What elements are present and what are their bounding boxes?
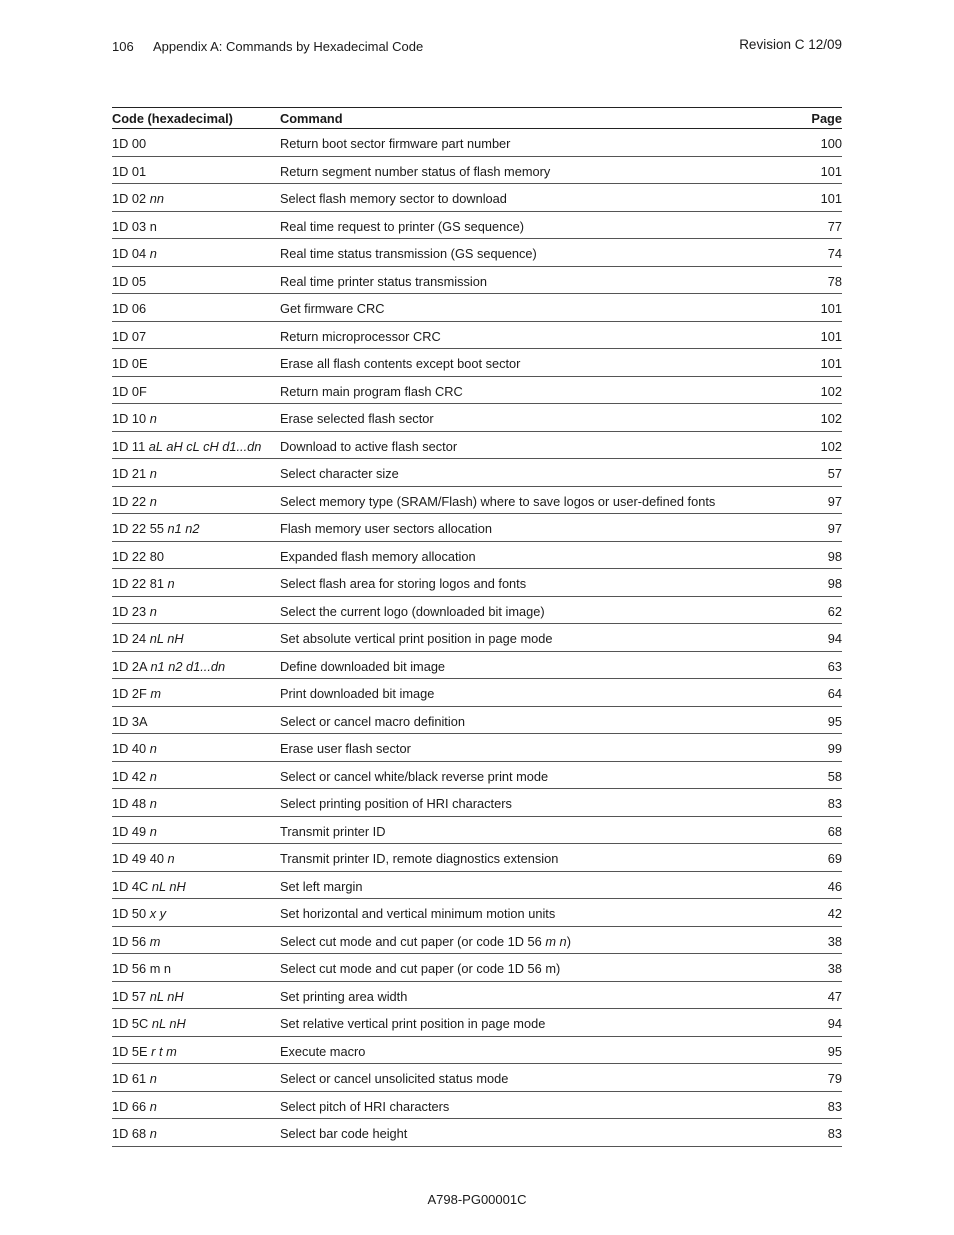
code-value: 1D 03 n bbox=[112, 218, 157, 234]
code-parameters: nn bbox=[149, 191, 164, 207]
code-cell bbox=[112, 1123, 280, 1141]
code-cell bbox=[112, 793, 280, 811]
table-row bbox=[112, 157, 842, 185]
table-row bbox=[112, 762, 842, 790]
page-cell: 62 bbox=[827, 603, 842, 619]
command-cell bbox=[280, 1123, 782, 1141]
command-cell bbox=[280, 573, 782, 591]
code-value: 1D 23 bbox=[112, 603, 147, 619]
code-value: 1D 22 81 bbox=[112, 576, 164, 592]
code-cell bbox=[112, 683, 280, 701]
code-cell bbox=[112, 931, 280, 949]
command-text: Select printing position of HRI characters bbox=[280, 796, 512, 812]
command-cell bbox=[280, 436, 782, 454]
code-value: 1D 49 40 bbox=[112, 851, 164, 867]
table-row bbox=[112, 349, 842, 377]
command-cell bbox=[280, 188, 782, 206]
code-cell bbox=[112, 1041, 280, 1059]
table-row bbox=[112, 927, 842, 955]
code-cell bbox=[112, 986, 280, 1004]
code-parameters: nL nH bbox=[149, 631, 184, 647]
code-value: 1D 40 bbox=[112, 741, 147, 757]
code-parameters: n bbox=[149, 1071, 157, 1087]
table-row bbox=[112, 899, 842, 927]
page-cell: 98 bbox=[827, 548, 842, 564]
command-text: Execute macro bbox=[280, 1043, 366, 1059]
code-value: 1D 4C bbox=[112, 878, 149, 894]
command-text: Define downloaded bit image bbox=[280, 658, 446, 674]
code-cell bbox=[112, 876, 280, 894]
code-cell bbox=[112, 436, 280, 454]
page-cell: 63 bbox=[827, 658, 842, 674]
table-row bbox=[112, 707, 842, 735]
page-cell: 42 bbox=[827, 906, 842, 922]
command-cell bbox=[280, 133, 782, 151]
page-cell: 97 bbox=[827, 493, 842, 509]
code-cell bbox=[112, 518, 280, 536]
page-cell: 69 bbox=[827, 851, 842, 867]
table-body bbox=[112, 129, 842, 1147]
page-cell: 101 bbox=[820, 301, 842, 317]
table-row bbox=[112, 432, 842, 460]
table-row bbox=[112, 624, 842, 652]
table-header bbox=[112, 108, 842, 129]
page-cell: 101 bbox=[820, 163, 842, 179]
code-parameters: n bbox=[149, 411, 157, 427]
table-row bbox=[112, 982, 842, 1010]
command-text: Select cut mode and cut paper (or code 1D 56 m) bbox=[280, 961, 561, 977]
command-text: Flash memory user sectors allocation bbox=[280, 521, 492, 537]
code-cell bbox=[112, 711, 280, 729]
code-parameters: r t m bbox=[151, 1043, 177, 1059]
code-cell bbox=[112, 216, 280, 234]
code-value: 1D 00 bbox=[112, 136, 147, 152]
command-text: Select bar code height bbox=[280, 1126, 408, 1142]
table-row bbox=[112, 1064, 842, 1092]
code-cell bbox=[112, 573, 280, 591]
command-cell bbox=[280, 381, 782, 399]
command-cell bbox=[280, 986, 782, 1004]
command-text: Select or cancel white/black reverse print mode bbox=[280, 768, 549, 784]
page-cell: 94 bbox=[827, 1016, 842, 1032]
table-row bbox=[112, 377, 842, 405]
command-cell bbox=[280, 271, 782, 289]
code-parameters: n bbox=[149, 493, 157, 509]
code-value: 1D 0F bbox=[112, 383, 147, 399]
code-cell bbox=[112, 408, 280, 426]
command-text: Select memory type (SRAM/Flash) where to save logos or user-defined fonts bbox=[280, 493, 716, 509]
command-text: Real time status transmission (GS sequence) bbox=[280, 246, 537, 262]
table-row bbox=[112, 569, 842, 597]
code-parameters: n1 n2 d1...dn bbox=[150, 658, 226, 674]
code-cell bbox=[112, 848, 280, 866]
command-cell bbox=[280, 518, 782, 536]
table-row bbox=[112, 322, 842, 350]
code-value: 1D 48 bbox=[112, 796, 147, 812]
code-parameters: n bbox=[149, 246, 157, 262]
code-value: 1D 66 bbox=[112, 1098, 147, 1114]
command-text: Transmit printer ID bbox=[280, 823, 386, 839]
code-value: 1D 22 bbox=[112, 493, 147, 509]
table-row bbox=[112, 184, 842, 212]
code-cell bbox=[112, 271, 280, 289]
table-row bbox=[112, 542, 842, 570]
command-cell bbox=[280, 931, 782, 949]
table-row bbox=[112, 734, 842, 762]
code-cell bbox=[112, 353, 280, 371]
command-cell bbox=[280, 161, 782, 179]
page-cell: 78 bbox=[827, 273, 842, 289]
table-row bbox=[112, 872, 842, 900]
code-cell bbox=[112, 738, 280, 756]
code-parameters: n bbox=[149, 768, 157, 784]
command-cell bbox=[280, 848, 782, 866]
command-text: Transmit printer ID, remote diagnostics extension bbox=[280, 851, 559, 867]
command-cell bbox=[280, 353, 782, 371]
page-cell: 100 bbox=[820, 136, 842, 152]
command-text: Set relative vertical print position in page mode bbox=[280, 1016, 546, 1032]
command-text: Set horizontal and vertical minimum motion units bbox=[280, 906, 556, 922]
command-text: Return boot sector firmware part number bbox=[280, 136, 511, 152]
code-cell bbox=[112, 298, 280, 316]
table-row bbox=[112, 597, 842, 625]
code-cell bbox=[112, 1068, 280, 1086]
command-tail: ) bbox=[566, 933, 571, 949]
code-value: 1D 02 bbox=[112, 191, 147, 207]
code-value: 1D 49 bbox=[112, 823, 147, 839]
column-header-command: Command bbox=[280, 110, 343, 126]
command-cell bbox=[280, 546, 782, 564]
code-value: 1D 24 bbox=[112, 631, 147, 647]
command-text: Select flash area for storing logos and fonts bbox=[280, 576, 527, 592]
code-cell bbox=[112, 656, 280, 674]
command-text: Set absolute vertical print position in page mode bbox=[280, 631, 553, 647]
table-row bbox=[112, 789, 842, 817]
code-cell bbox=[112, 628, 280, 646]
page-cell: 79 bbox=[827, 1071, 842, 1087]
code-value: 1D 04 bbox=[112, 246, 147, 262]
command-cell bbox=[280, 711, 782, 729]
code-value: 1D 2F bbox=[112, 686, 147, 702]
command-cell bbox=[280, 1068, 782, 1086]
column-header-page: Page bbox=[811, 110, 842, 126]
command-cell bbox=[280, 628, 782, 646]
code-cell bbox=[112, 821, 280, 839]
page-cell: 101 bbox=[820, 356, 842, 372]
command-text: Return segment number status of flash memory bbox=[280, 163, 551, 179]
page-cell: 94 bbox=[827, 631, 842, 647]
code-value: 1D 61 bbox=[112, 1071, 147, 1087]
command-cell bbox=[280, 298, 782, 316]
command-text: Select cut mode and cut paper (or code 1D 56 bbox=[280, 933, 542, 949]
command-text: Erase selected flash sector bbox=[280, 411, 434, 427]
page-cell: 101 bbox=[820, 328, 842, 344]
code-parameters: n bbox=[149, 741, 157, 757]
code-cell bbox=[112, 1096, 280, 1114]
command-text: Return microprocessor CRC bbox=[280, 328, 441, 344]
command-text: Real time request to printer (GS sequence) bbox=[280, 218, 524, 234]
code-cell bbox=[112, 491, 280, 509]
code-cell bbox=[112, 326, 280, 344]
command-text: Select the current logo (downloaded bit image) bbox=[280, 603, 545, 619]
code-value: 1D 22 80 bbox=[112, 548, 164, 564]
command-cell bbox=[280, 243, 782, 261]
code-value: 1D 56 bbox=[112, 933, 147, 949]
code-value: 1D 68 bbox=[112, 1126, 147, 1142]
command-cell bbox=[280, 491, 782, 509]
code-cell bbox=[112, 463, 280, 481]
code-parameters: n bbox=[149, 1126, 157, 1142]
code-parameters: n bbox=[167, 851, 175, 867]
command-cell bbox=[280, 903, 782, 921]
code-parameters: x y bbox=[149, 906, 167, 922]
command-text: Select or cancel unsolicited status mode bbox=[280, 1071, 509, 1087]
command-text: Select character size bbox=[280, 466, 399, 482]
code-value: 1D 21 bbox=[112, 466, 147, 482]
table-row bbox=[112, 129, 842, 157]
command-text: Return main program flash CRC bbox=[280, 383, 463, 399]
table-row bbox=[112, 652, 842, 680]
code-cell bbox=[112, 188, 280, 206]
code-cell bbox=[112, 381, 280, 399]
page-cell: 102 bbox=[820, 383, 842, 399]
table-row bbox=[112, 1119, 842, 1147]
command-cell bbox=[280, 876, 782, 894]
command-cell bbox=[280, 821, 782, 839]
code-parameters: nL nH bbox=[151, 878, 186, 894]
page-cell: 95 bbox=[827, 713, 842, 729]
table-row bbox=[112, 239, 842, 267]
command-cell bbox=[280, 738, 782, 756]
code-parameters: n bbox=[149, 603, 157, 619]
command-text: Erase all flash contents except boot sector bbox=[280, 356, 521, 372]
command-cell bbox=[280, 1041, 782, 1059]
page-cell: 102 bbox=[820, 411, 842, 427]
page-cell: 47 bbox=[827, 988, 842, 1004]
code-value: 1D 56 m n bbox=[112, 961, 172, 977]
code-cell bbox=[112, 958, 280, 976]
page-cell: 101 bbox=[820, 191, 842, 207]
command-text: Select flash memory sector to download bbox=[280, 191, 507, 207]
code-value: 1D 05 bbox=[112, 273, 147, 289]
command-text: Set printing area width bbox=[280, 988, 408, 1004]
command-cell bbox=[280, 1096, 782, 1114]
code-value: 1D 0E bbox=[112, 356, 148, 372]
code-cell bbox=[112, 766, 280, 784]
code-cell bbox=[112, 133, 280, 151]
table-row bbox=[112, 514, 842, 542]
code-parameters: m bbox=[149, 933, 161, 949]
code-parameters: n bbox=[149, 796, 157, 812]
command-text: Real time printer status transmission bbox=[280, 273, 487, 289]
command-cell bbox=[280, 793, 782, 811]
table-row bbox=[112, 212, 842, 240]
code-value: 1D 5E bbox=[112, 1043, 148, 1059]
command-cell bbox=[280, 408, 782, 426]
command-cell bbox=[280, 326, 782, 344]
code-cell bbox=[112, 601, 280, 619]
command-parameters: m n bbox=[545, 933, 567, 949]
code-parameters: n bbox=[149, 1098, 157, 1114]
code-parameters: nL nH bbox=[149, 988, 184, 1004]
table-row bbox=[112, 1009, 842, 1037]
code-value: 1D 57 bbox=[112, 988, 147, 1004]
code-cell bbox=[112, 546, 280, 564]
command-cell bbox=[280, 656, 782, 674]
table-row bbox=[112, 404, 842, 432]
code-cell bbox=[112, 243, 280, 261]
code-cell bbox=[112, 903, 280, 921]
code-cell bbox=[112, 1013, 280, 1031]
command-text: Erase user flash sector bbox=[280, 741, 411, 757]
table-row bbox=[112, 459, 842, 487]
code-parameters: nL nH bbox=[151, 1016, 186, 1032]
page-cell: 74 bbox=[827, 246, 842, 262]
page-cell: 57 bbox=[827, 466, 842, 482]
code-value: 1D 10 bbox=[112, 411, 147, 427]
command-cell bbox=[280, 1013, 782, 1031]
command-text: Select or cancel macro definition bbox=[280, 713, 465, 729]
code-value: 1D 3A bbox=[112, 713, 148, 729]
page-cell: 46 bbox=[827, 878, 842, 894]
code-parameters: aL aH cL cH d1...dn bbox=[148, 438, 262, 454]
table-row bbox=[112, 267, 842, 295]
command-cell bbox=[280, 766, 782, 784]
page-cell: 83 bbox=[827, 1126, 842, 1142]
page-cell: 95 bbox=[827, 1043, 842, 1059]
command-cell bbox=[280, 601, 782, 619]
code-parameters: n bbox=[167, 576, 175, 592]
page-cell: 77 bbox=[827, 218, 842, 234]
command-text: Expanded flash memory allocation bbox=[280, 548, 476, 564]
code-parameters: m bbox=[150, 686, 162, 702]
table-row bbox=[112, 1037, 842, 1065]
table-row bbox=[112, 294, 842, 322]
table-row bbox=[112, 954, 842, 982]
command-cell bbox=[280, 216, 782, 234]
table-row bbox=[112, 1092, 842, 1120]
table-row bbox=[112, 844, 842, 872]
code-value: 1D 11 bbox=[112, 438, 146, 454]
code-value: 1D 06 bbox=[112, 301, 147, 317]
commands-table bbox=[112, 107, 842, 1147]
column-header-code: Code (hexadecimal) bbox=[112, 110, 233, 126]
page-cell: 38 bbox=[827, 933, 842, 949]
code-value: 1D 07 bbox=[112, 328, 147, 344]
code-value: 1D 01 bbox=[112, 163, 147, 179]
page-cell: 98 bbox=[827, 576, 842, 592]
page-cell: 38 bbox=[827, 961, 842, 977]
command-text: Set left margin bbox=[280, 878, 363, 894]
table-row bbox=[112, 679, 842, 707]
code-value: 1D 22 55 bbox=[112, 521, 164, 537]
code-value: 1D 2A bbox=[112, 658, 147, 674]
page-cell: 68 bbox=[827, 823, 842, 839]
table-row bbox=[112, 817, 842, 845]
code-cell bbox=[112, 161, 280, 179]
code-parameters: n bbox=[149, 466, 157, 482]
page-number: 106 bbox=[112, 39, 134, 54]
command-text: Print downloaded bit image bbox=[280, 686, 435, 702]
code-parameters: n1 n2 bbox=[167, 521, 200, 537]
command-cell bbox=[280, 683, 782, 701]
command-cell bbox=[280, 463, 782, 481]
revision-label: Revision C 12/09 bbox=[739, 37, 842, 52]
header-title: Appendix A: Commands by Hexadecimal Code bbox=[153, 39, 424, 54]
command-text: Get firmware CRC bbox=[280, 301, 385, 317]
command-text: Download to active flash sector bbox=[280, 438, 458, 454]
page-cell: 58 bbox=[827, 768, 842, 784]
footer-doc-id: A798-PG00001C bbox=[427, 1192, 527, 1207]
code-value: 1D 42 bbox=[112, 768, 147, 784]
page-cell: 83 bbox=[827, 796, 842, 812]
code-value: 1D 5C bbox=[112, 1016, 149, 1032]
table-row bbox=[112, 487, 842, 515]
page-cell: 102 bbox=[820, 438, 842, 454]
page-cell: 97 bbox=[827, 521, 842, 537]
page-header bbox=[112, 38, 842, 58]
command-text: Select pitch of HRI characters bbox=[280, 1098, 450, 1114]
code-value: 1D 50 bbox=[112, 906, 147, 922]
page-cell: 64 bbox=[827, 686, 842, 702]
command-cell bbox=[280, 958, 782, 976]
code-parameters: n bbox=[149, 823, 157, 839]
page-cell: 83 bbox=[827, 1098, 842, 1114]
page-cell: 99 bbox=[827, 741, 842, 757]
